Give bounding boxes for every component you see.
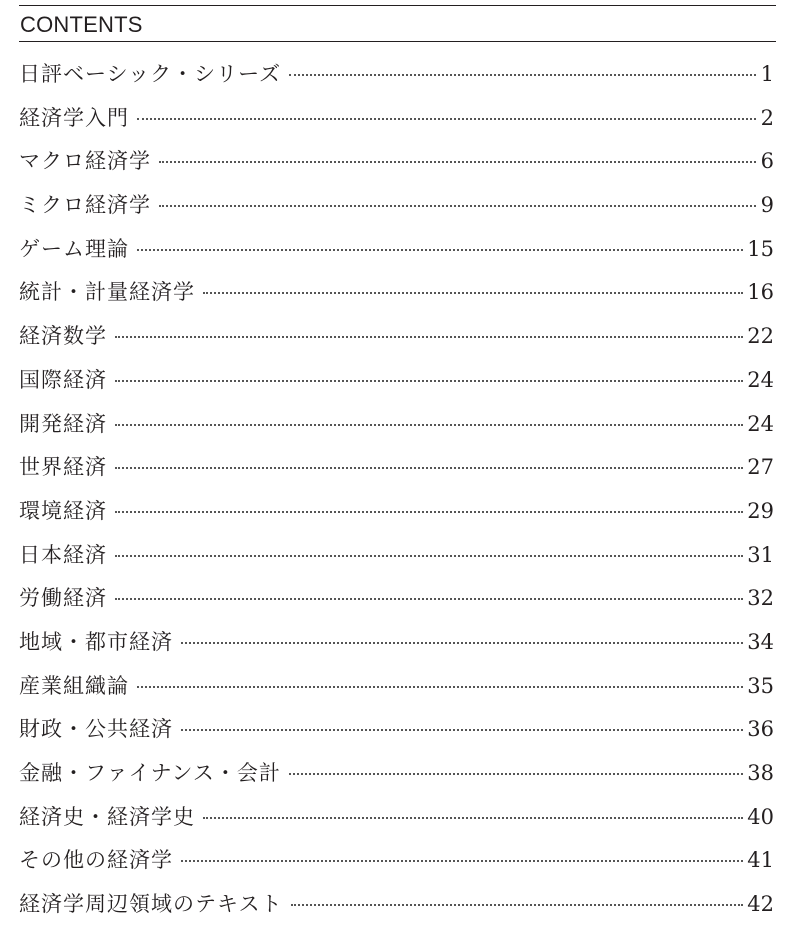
- toc-entry[interactable]: [19, 670, 776, 714]
- toc-entry-title: 経済数学: [19, 324, 107, 349]
- toc-entry[interactable]: [19, 582, 776, 626]
- toc-entry-title: 日評ベーシック・シリーズ: [19, 62, 282, 86]
- toc-entry-page: 40: [747, 804, 774, 829]
- toc-entry-title: 経済学入門: [19, 105, 129, 130]
- toc-entry-page: 9: [760, 193, 774, 218]
- toc-entry-title: 産業組織論: [19, 673, 129, 698]
- toc-entry-title: その他の経済学: [19, 848, 173, 873]
- dot-leader: [137, 686, 743, 688]
- dot-leader: [181, 642, 743, 644]
- toc-entry[interactable]: [19, 408, 776, 452]
- dot-leader: [289, 74, 756, 76]
- toc-entry-page: 1: [760, 62, 774, 86]
- toc-entry-title: 世界経済: [19, 455, 107, 480]
- toc-entry[interactable]: [19, 539, 776, 583]
- toc-entry[interactable]: [19, 189, 776, 233]
- toc-entry-title: 開発経済: [19, 411, 107, 436]
- toc-entry-page: 41: [747, 848, 774, 873]
- toc-entry-page: 32: [747, 586, 774, 611]
- toc-entry-page: 42: [747, 892, 774, 917]
- toc-entry-page: 27: [747, 455, 774, 480]
- toc-entry-title: 統計・計量経済学: [19, 280, 195, 305]
- toc-entry[interactable]: [19, 102, 776, 146]
- dot-leader: [115, 511, 743, 513]
- toc-entry-page: 15: [747, 236, 774, 261]
- toc-entry[interactable]: [19, 276, 776, 320]
- toc-entry-page: 35: [747, 673, 774, 698]
- page-title: CONTENTS: [20, 12, 143, 37]
- toc-entry[interactable]: [19, 844, 776, 888]
- toc-entry-title: 地域・都市経済: [19, 629, 173, 654]
- toc-entry[interactable]: [19, 888, 776, 932]
- dot-leader: [115, 424, 743, 426]
- toc-entry-page: 38: [747, 761, 774, 785]
- top-rule: [19, 5, 776, 6]
- toc-entry-title: 環境経済: [19, 498, 107, 523]
- heading-rule: [19, 41, 776, 42]
- toc-entry-title: マクロ経済学: [19, 149, 151, 174]
- toc-entry-page: 6: [760, 149, 774, 174]
- toc-entry[interactable]: [19, 626, 776, 670]
- toc-entry-title: 金融・ファイナンス・会計: [19, 761, 281, 785]
- toc-entry-title: 財政・公共経済: [19, 717, 173, 742]
- table-of-contents: [19, 58, 776, 932]
- toc-entry-title: ゲーム理論: [19, 236, 129, 261]
- dot-leader: [159, 161, 756, 163]
- toc-entry-title: 労働経済: [19, 586, 107, 611]
- dot-leader: [115, 336, 743, 338]
- toc-entry-title: 経済史・経済学史: [19, 804, 195, 829]
- toc-entry-page: 24: [747, 411, 774, 436]
- dot-leader: [289, 773, 743, 775]
- dot-leader: [137, 118, 756, 120]
- dot-leader: [159, 205, 756, 207]
- toc-entry[interactable]: [19, 58, 776, 102]
- toc-entry-title: 国際経済: [19, 367, 107, 392]
- toc-entry[interactable]: [19, 757, 776, 801]
- toc-entry-title: 日本経済: [19, 542, 107, 567]
- toc-entry-page: 36: [747, 717, 774, 742]
- toc-entry-page: 24: [747, 367, 774, 392]
- toc-entry-page: 31: [747, 542, 774, 567]
- toc-entry[interactable]: [19, 233, 776, 277]
- toc-entry-page: 29: [747, 498, 774, 523]
- toc-entry[interactable]: [19, 364, 776, 408]
- toc-entry-page: 22: [747, 324, 774, 349]
- dot-leader: [203, 817, 743, 819]
- dot-leader: [115, 467, 743, 469]
- dot-leader: [115, 598, 743, 600]
- toc-entry[interactable]: [19, 320, 776, 364]
- dot-leader: [203, 292, 743, 294]
- toc-entry-title: 経済学周辺領域のテキスト: [19, 892, 283, 917]
- toc-entry[interactable]: [19, 713, 776, 757]
- toc-entry[interactable]: [19, 495, 776, 539]
- dot-leader: [181, 860, 743, 862]
- dot-leader: [291, 904, 744, 906]
- dot-leader: [115, 555, 743, 557]
- dot-leader: [137, 249, 743, 251]
- toc-entry[interactable]: [19, 451, 776, 495]
- toc-entry[interactable]: [19, 145, 776, 189]
- toc-entry-page: 2: [760, 105, 774, 130]
- dot-leader: [115, 380, 743, 382]
- toc-entry[interactable]: [19, 801, 776, 845]
- toc-entry-page: 34: [747, 629, 774, 654]
- toc-entry-title: ミクロ経済学: [19, 193, 151, 218]
- toc-entry-page: 16: [747, 280, 774, 305]
- dot-leader: [181, 729, 743, 731]
